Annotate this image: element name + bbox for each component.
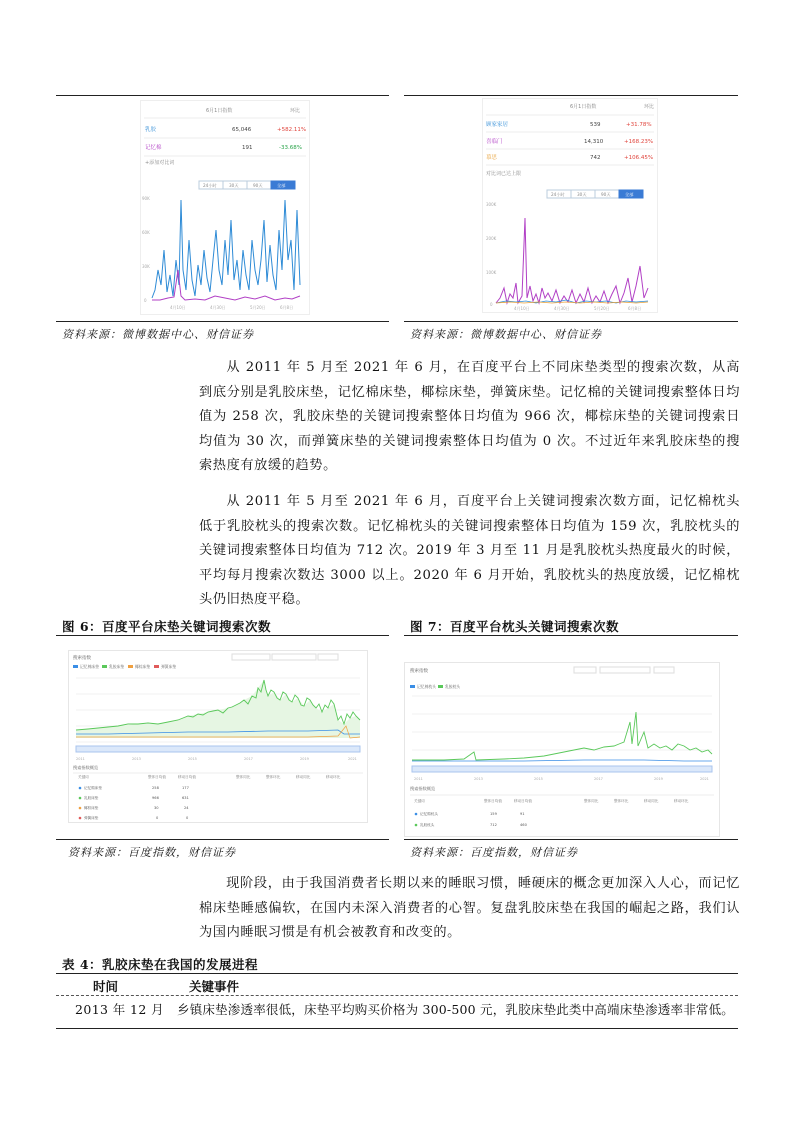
baidu7-legend [410, 684, 460, 689]
svg-text:乳胶枕头: 乳胶枕头 [445, 684, 461, 689]
svg-text:91: 91 [520, 812, 525, 816]
svg-text:24小时: 24小时 [203, 183, 217, 188]
weibo-right-row2-value: 14,310 [584, 139, 604, 145]
svg-text:4月30日: 4月30日 [210, 305, 226, 310]
weibo-left-row2-name: 记忆棉 [145, 145, 162, 151]
table4-header-event: 关键事件 [189, 979, 240, 994]
svg-text:60K: 60K [142, 230, 150, 235]
svg-text:2015: 2015 [534, 777, 543, 781]
svg-text:弹簧床垫: 弹簧床垫 [161, 664, 177, 669]
source-weibo-right: 资料来源：微博数据中心、财信证券 [410, 328, 602, 341]
weibo-right-row3-change: +106.45% [624, 155, 654, 161]
fig7-caption: 图 7：百度平台枕头关键词搜索次数 [410, 619, 620, 634]
baidu6-title: 搜索指数 [73, 656, 91, 661]
svg-text:2019: 2019 [654, 777, 663, 781]
svg-text:2013: 2013 [132, 757, 141, 761]
svg-text:移动环比: 移动环比 [674, 799, 689, 803]
weibo-chart-right [482, 98, 658, 313]
svg-text:0: 0 [186, 816, 189, 820]
weibo-left-row1-value: 65,046 [232, 127, 252, 133]
svg-text:移动同比: 移动同比 [296, 775, 311, 779]
source-rule-right [404, 321, 738, 322]
svg-text:4月30日: 4月30日 [554, 306, 570, 311]
svg-text:乳胶床垫: 乳胶床垫 [109, 664, 125, 669]
baidu-mattress-chart [68, 650, 368, 823]
svg-text:90天: 90天 [253, 183, 263, 188]
weibo-right-header-date: 6月1日指数 [570, 104, 597, 110]
svg-text:整体日均值: 整体日均值 [484, 799, 502, 803]
svg-text:2015: 2015 [188, 757, 197, 761]
svg-text:2017: 2017 [594, 777, 603, 781]
svg-text:搜索指数概览: 搜索指数概览 [410, 786, 436, 791]
weibo-left-header-ratio: 环比 [290, 108, 301, 114]
svg-text:移动日均值: 移动日均值 [514, 799, 532, 803]
weibo-right-row2-change: +168.23% [624, 139, 654, 145]
svg-text:2021: 2021 [348, 757, 357, 761]
svg-text:乳胶床垫: 乳胶床垫 [84, 796, 99, 800]
weibo-right-row3-value: 742 [590, 155, 601, 161]
weibo-right-row3-name: 慕思 [486, 155, 498, 161]
svg-text:631: 631 [182, 796, 189, 800]
weibo-right-row2-name: 喜临门 [486, 139, 503, 145]
svg-text:关键词: 关键词 [414, 799, 425, 803]
svg-text:30天: 30天 [229, 183, 239, 188]
table4-row1-event: 乡镇床垫渗透率很低，床垫平均购买价格为 300-500 元，乳胶床垫此类中高端床垫渗透率非常低。 [177, 1002, 734, 1017]
weibo-left-row2-value: 191 [242, 145, 253, 151]
svg-text:0: 0 [144, 298, 147, 303]
svg-text:关键词: 关键词 [78, 775, 89, 779]
svg-text:移动环比: 移动环比 [326, 775, 341, 779]
svg-text:移动同比: 移动同比 [644, 799, 659, 803]
svg-text:记忆棉枕头: 记忆棉枕头 [417, 684, 436, 689]
svg-text:6月8日: 6月8日 [280, 305, 294, 310]
fig6-caption: 图 6：百度平台床垫关键词搜索次数 [62, 619, 272, 634]
svg-text:全部: 全部 [277, 183, 286, 188]
table4-header-time: 时间 [93, 979, 119, 994]
fig7-caption-rule [404, 635, 738, 636]
table4-header-rule [56, 995, 738, 996]
weibo-right-row1-name: 顾家家居 [486, 122, 509, 128]
svg-text:90K: 90K [142, 196, 150, 201]
svg-text:椰棕床垫: 椰棕床垫 [84, 806, 99, 810]
weibo-left-add-link: +添加对比词 [145, 160, 175, 166]
svg-text:177: 177 [182, 786, 189, 790]
svg-text:整体同比: 整体同比 [236, 775, 251, 779]
svg-text:记忆棉枕头: 记忆棉枕头 [420, 812, 438, 816]
svg-text:椰棕床垫: 椰棕床垫 [135, 664, 151, 669]
baidu-pillow-chart [404, 662, 720, 837]
svg-text:搜索指数概览: 搜索指数概览 [73, 765, 99, 770]
svg-text:4月10日: 4月10日 [514, 306, 530, 311]
svg-text:200K: 200K [486, 236, 497, 241]
svg-text:460: 460 [520, 823, 527, 827]
svg-text:全部: 全部 [625, 192, 634, 197]
svg-text:4月10日: 4月10日 [170, 305, 186, 310]
source-baidu-fig6: 资料来源：百度指数，财信证券 [68, 846, 236, 859]
svg-text:5月20日: 5月20日 [594, 306, 610, 311]
svg-text:乳胶枕头: 乳胶枕头 [420, 823, 435, 827]
fig6-caption-rule [56, 635, 389, 636]
table4-bottom-rule [56, 1028, 738, 1029]
weibo-right-row1-change: +31.78% [626, 122, 652, 128]
svg-text:整体同比: 整体同比 [584, 799, 599, 803]
header-rule-right [404, 95, 738, 96]
weibo-left-header-date: 6月1日指数 [206, 108, 233, 114]
svg-text:整体环比: 整体环比 [266, 775, 281, 779]
svg-text:弹簧床垫: 弹簧床垫 [84, 816, 99, 820]
svg-text:整体环比: 整体环比 [614, 799, 629, 803]
svg-text:100K: 100K [486, 270, 497, 275]
weibo-right-header-ratio: 环比 [644, 104, 655, 110]
source-weibo-left: 资料来源：微博数据中心、财信证券 [62, 328, 254, 341]
svg-text:记忆棉床垫: 记忆棉床垫 [84, 786, 102, 790]
svg-text:712: 712 [490, 823, 497, 827]
svg-text:6月8日: 6月8日 [628, 306, 642, 311]
source-rule-fig6 [56, 839, 389, 840]
svg-text:2021: 2021 [700, 777, 709, 781]
svg-text:2017: 2017 [244, 757, 253, 761]
weibo-left-tabs[interactable] [199, 181, 295, 189]
svg-text:30: 30 [154, 806, 159, 810]
svg-text:159: 159 [490, 812, 497, 816]
baidu7-title: 搜索指数 [410, 669, 428, 674]
svg-text:24: 24 [184, 806, 189, 810]
svg-text:300K: 300K [486, 202, 497, 207]
svg-text:2011: 2011 [414, 777, 423, 781]
svg-text:966: 966 [152, 796, 159, 800]
source-rule-left [56, 321, 389, 322]
source-baidu-fig7: 资料来源：百度指数，财信证券 [410, 846, 578, 859]
header-rule-left [56, 95, 389, 96]
svg-text:0: 0 [156, 816, 159, 820]
table4-caption: 表 4：乳胶床垫在我国的发展进程 [62, 957, 259, 972]
svg-text:258: 258 [152, 786, 159, 790]
source-rule-fig7 [404, 839, 738, 840]
svg-text:2013: 2013 [474, 777, 483, 781]
table4-top-rule [56, 973, 738, 974]
svg-text:30天: 30天 [577, 192, 587, 197]
weibo-left-row1-change: +582.11% [277, 127, 307, 133]
paragraph-3: 现阶段，由于我国消费者长期以来的睡眠习惯，睡硬床的概念更加深入人心，而记忆棉床垫睡感偏软，在国内未深入消费者的心智。复盘乳胶床垫在我国的崛起之路，我们认为国内睡眠习惯是有机会被教育和改变的。 [199, 876, 740, 940]
svg-text:2019: 2019 [300, 757, 309, 761]
svg-text:30K: 30K [142, 264, 150, 269]
weibo-right-add-link: 对比词已达上限 [486, 171, 522, 177]
paragraph-1: 从 2011 年 5 月至 2021 年 6 月，在百度平台上不同床垫类型的搜索次数，从高到底分别是乳胶床垫，记忆棉床垫，椰棕床垫，弹簧床垫。记忆棉的关键词搜索整体日均值为 258 次，乳胶床垫的关键词搜索整体日均值为 966 次，椰棕床垫的关键词搜索日均值为 30 次，而弹簧床垫的关键词搜索整体日均值为 0 次。不过近年来乳胶床垫的搜索热度有放缓的趋势。 [199, 360, 740, 473]
svg-text:0: 0 [490, 302, 493, 307]
svg-text:2011: 2011 [76, 757, 85, 761]
weibo-chart-left [140, 100, 310, 315]
paragraph-2: 从 2011 年 5 月至 2021 年 6 月，百度平台上关键词搜索次数方面，记忆棉枕头低于乳胶枕头的搜索次数。记忆棉枕头的关键词搜索整体日均值为 159 次，乳胶枕头的关键词搜索整体日均值为 712 次。2019 年 3 月至 11 月是乳胶枕头热度最火的时候，平均每月搜索次数达 3000 以上。2020 年 6 月开始，乳胶枕头的热度放缓，记忆棉枕头仍旧热度平稳。 [199, 494, 740, 607]
table4-row1-time: 2013 年 12 月 [75, 1002, 165, 1017]
weibo-left-row1-name: 乳胶 [145, 127, 157, 133]
svg-text:24小时: 24小时 [551, 192, 565, 197]
svg-text:整体日均值: 整体日均值 [148, 775, 166, 779]
svg-text:5月20日: 5月20日 [250, 305, 266, 310]
weibo-right-tabs[interactable] [547, 190, 643, 198]
weibo-left-row2-change: -33.68% [279, 145, 302, 151]
svg-text:记忆棉床垫: 记忆棉床垫 [80, 664, 99, 669]
svg-text:90天: 90天 [601, 192, 611, 197]
svg-text:移动日均值: 移动日均值 [178, 775, 196, 779]
weibo-right-row1-value: 539 [590, 122, 601, 128]
